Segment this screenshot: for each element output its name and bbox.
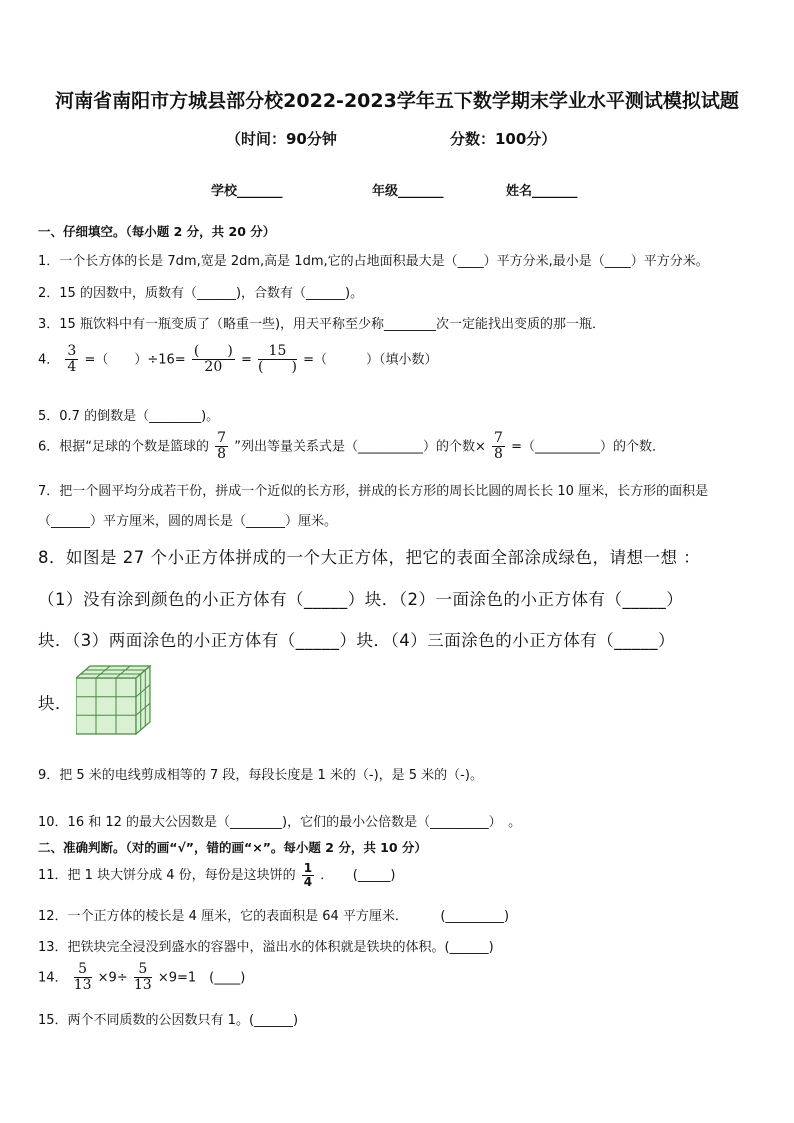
- fraction: $\frac{15}{( )}$: [257, 343, 297, 376]
- question-7-line-1: 7．把一个圆平均分成若干份，拼成一个近似的长方形，拼成的长方形的周长比圆的周长长 10 厘米，长方形的面积是: [38, 484, 709, 499]
- fraction: $\frac{5}{13}$: [133, 961, 152, 994]
- question-8-line-4: 块．: [38, 694, 72, 713]
- section-heading-1: 一、仔细填空。（每小题 2 分，共 20 分）: [38, 224, 276, 239]
- question-11: 11．把 1 块大饼分成 4 份，每份是这块饼的 $\frac{1}{4}$ ． (_____): [38, 861, 396, 890]
- question-4: 4． $\frac{3}{4}$ =（ ）÷16= $\frac{( )}{20}$ = $\frac{15}{( )}$ =（ ）（填小数）: [38, 343, 438, 376]
- fraction: $\frac{5}{13}$: [73, 961, 92, 994]
- exam-time: （时间：90分钟: [226, 130, 337, 148]
- question-7-line-2: （______）平方厘米，圆的周长是（______）厘米。: [38, 514, 338, 529]
- green-cube-icon: [76, 664, 154, 736]
- exam-score: 分数：100分）: [450, 130, 557, 148]
- question-10: 10．16 和 12 的最大公因数是（________)，它们的最小公倍数是（_________） 。: [38, 815, 522, 830]
- fraction: $\frac{3}{4}$: [67, 343, 77, 376]
- question-1: 1．一个长方体的长是 7dm,宽是 2dm,高是 1dm,它的占地面积最大是（____）平方分米,最小是（____）平方分米。: [38, 254, 709, 269]
- school-field[interactable]: 学校_______: [211, 184, 283, 199]
- question-14: 14． $\frac{5}{13}$ ×9÷ $\frac{5}{13}$ ×9=1 (____): [38, 961, 246, 994]
- question-8-line-1: 8．如图是 27 个小正方体拼成的一个大正方体，把它的表面全部涂成绿色，请想一想 ：: [38, 548, 701, 567]
- fraction: $\frac{7}{8}$: [494, 430, 503, 463]
- fraction: $\frac{1}{4}$: [303, 861, 313, 890]
- question-8-line-2: （1）没有涂到颜色的小正方体有（_____）块．（2）一面涂色的小正方体有（_____）: [38, 590, 684, 609]
- section-heading-2: 二、准确判断。（对的画“√”，错的画“×”。每小题 2 分，共 10 分）: [38, 840, 427, 855]
- question-5: 5．0.7 的倒数是（________)。: [38, 409, 220, 424]
- question-12: 12．一个正方体的棱长是 4 厘米，它的表面积是 64 平方厘米． (_________): [38, 909, 510, 924]
- question-3: 3．15 瓶饮料中有一瓶变质了（略重一些)，用天平称至少称________次一定能找出变质的那一瓶．: [38, 317, 606, 332]
- question-2: 2．15 的因数中，质数有（______)，合数有（______)。: [38, 286, 364, 301]
- page-title: 河南省南阳市方城县部分校2022-2023学年五下数学期末学业水平测试模拟试题: [55, 90, 739, 112]
- name-field[interactable]: 姓名_______: [506, 184, 578, 199]
- fraction: $\frac{( )}{20}$: [193, 343, 233, 376]
- fraction: $\frac{7}{8}$: [217, 430, 227, 463]
- question-8-line-3: 块．（3）两面涂色的小正方体有（_____）块．（4）三面涂色的小正方体有（_____）: [38, 631, 675, 650]
- question-9: 9．把 5 米的电线剪成相等的 7 段，每段长度是 1 米的（-)，是 5 米的（-)。: [38, 768, 483, 783]
- grade-field[interactable]: 年级_______: [372, 184, 444, 199]
- question-15: 15．两个不同质数的公因数只有 1。(______): [38, 1013, 299, 1028]
- question-13: 13．把铁块完全浸没到盛水的容器中，溢出水的体积就是铁块的体积。(______): [38, 940, 494, 955]
- question-6: 6．根据“足球的个数是篮球的 $\frac{7}{8}$ ”列出等量关系式是（__________）的个数× $\frac{7}{8}$ =（__________）的个数．: [38, 430, 665, 463]
